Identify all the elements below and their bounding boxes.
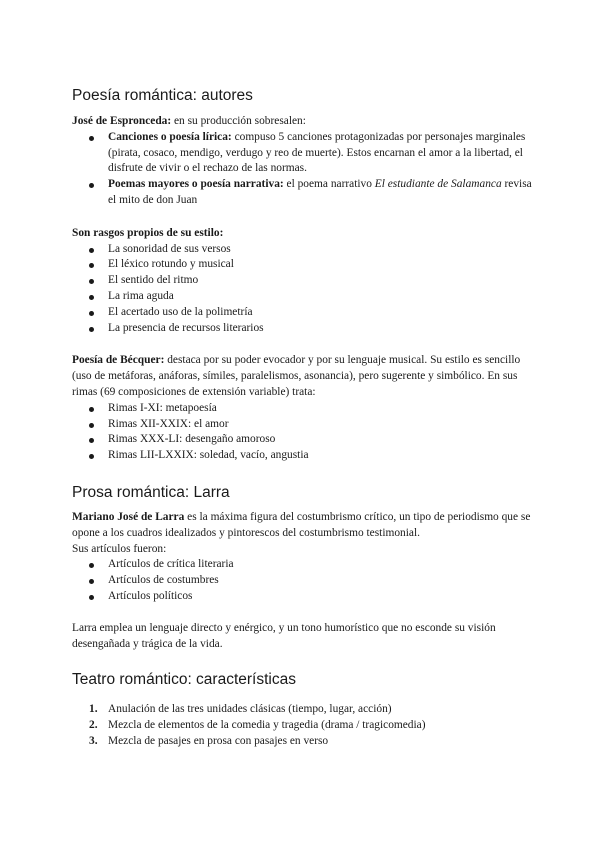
becquer-list <box>72 401 532 464</box>
item-number: 1. <box>89 703 98 716</box>
teatro-list <box>72 702 532 749</box>
list-item: La sonoridad de sus versos <box>72 242 532 258</box>
list-item <box>72 702 532 718</box>
list-item: Artículos de crítica literaria <box>72 557 532 573</box>
espronceda-list <box>72 130 532 209</box>
larra-articles-list <box>72 557 532 604</box>
item-bold: Poemas mayores o poesía narrativa: <box>108 178 284 191</box>
larra-paragraph <box>72 510 532 542</box>
espronceda-intro <box>72 114 532 130</box>
rasgos-heading-text: Son rasgos propios de su estilo: <box>72 226 224 239</box>
list-item: Rimas XXX-LI: desengaño amoroso <box>72 432 532 448</box>
larra-text: es la máxima figura del costumbrismo crítico, un tipo de periodismo que se opone a los cuadros idealizados y pintorescos del costumbrismo testimonial. <box>72 510 531 539</box>
espronceda-name: José de Espronceda: <box>72 115 172 127</box>
work-title: El estudiante de Salamanca <box>374 178 502 191</box>
list-item: La rima aguda <box>72 289 532 305</box>
list-item: El léxico rotundo y musical <box>72 257 532 273</box>
item-text: compuso 5 canciones protagonizadas por personajes marginales (pirata, cosaco, mendigo, verdugo y reo de muerte). Estos encarnan el amor a la libertad, el disfrute de vivir o el rechazo de las normas. <box>108 130 526 175</box>
item-number: 3. <box>89 734 98 747</box>
list-item <box>72 177 532 209</box>
becquer-text: destaca por su poder evocador y por su lenguaje musical. Su estilo es sencillo (uso de metáforas, anáforas, símiles, paralelismos, asonancia), pero sugerente y simbólico. En sus rimas (69 composiciones de extensión variable) trata: <box>72 354 521 398</box>
list-item <box>72 718 532 734</box>
becquer-paragraph <box>72 353 532 400</box>
larra-closing: Larra emplea un lenguaje directo y enérgico, y un tono humorístico que no esconde su visión desengañada y trágica de la vida. <box>72 621 496 650</box>
heading-poesia: Poesía romántica: autores <box>72 87 253 104</box>
item-text: el poema narrativo <box>283 178 375 191</box>
list-item: Rimas XII-XXIX: el amor <box>72 417 532 433</box>
larra-name: Mariano José de Larra <box>72 510 185 523</box>
item-number: 2. <box>89 719 98 732</box>
larra-articles-intro: Sus artículos fueron: <box>72 542 167 555</box>
rasgos-list <box>72 242 532 337</box>
item-text: Anulación de las tres unidades clásicas (tiempo, lugar, acción) <box>108 703 392 716</box>
list-item: Rimas I-XI: metapoesía <box>72 401 532 417</box>
list-item: La presencia de recursos literarios <box>72 321 532 337</box>
list-item: El sentido del ritmo <box>72 273 532 289</box>
item-text: revisa el mito de don Juan <box>108 178 532 206</box>
heading-teatro: Teatro romántico: características <box>72 671 296 689</box>
list-item: Artículos políticos <box>72 589 532 605</box>
list-item: Artículos de costumbres <box>72 573 532 589</box>
becquer-name: Poesía de Bécquer: <box>72 354 165 367</box>
list-item <box>72 734 532 750</box>
list-item <box>72 130 532 177</box>
espronceda-intro-text: en su producción sobresalen: <box>171 115 306 127</box>
document-page <box>72 86 532 750</box>
rasgos-heading <box>72 226 532 242</box>
item-bold: Canciones o poesía lírica: <box>108 130 232 143</box>
heading-prosa: Prosa romántica: Larra <box>72 483 230 501</box>
list-item: Rimas LII-LXXIX: soledad, vacío, angustia <box>72 448 532 464</box>
list-item: El acertado uso de la polimetría <box>72 305 532 321</box>
item-text: Mezcla de elementos de la comedia y tragedia (drama / tragicomedia) <box>108 719 426 732</box>
item-text: Mezcla de pasajes en prosa con pasajes en verso <box>108 734 329 747</box>
